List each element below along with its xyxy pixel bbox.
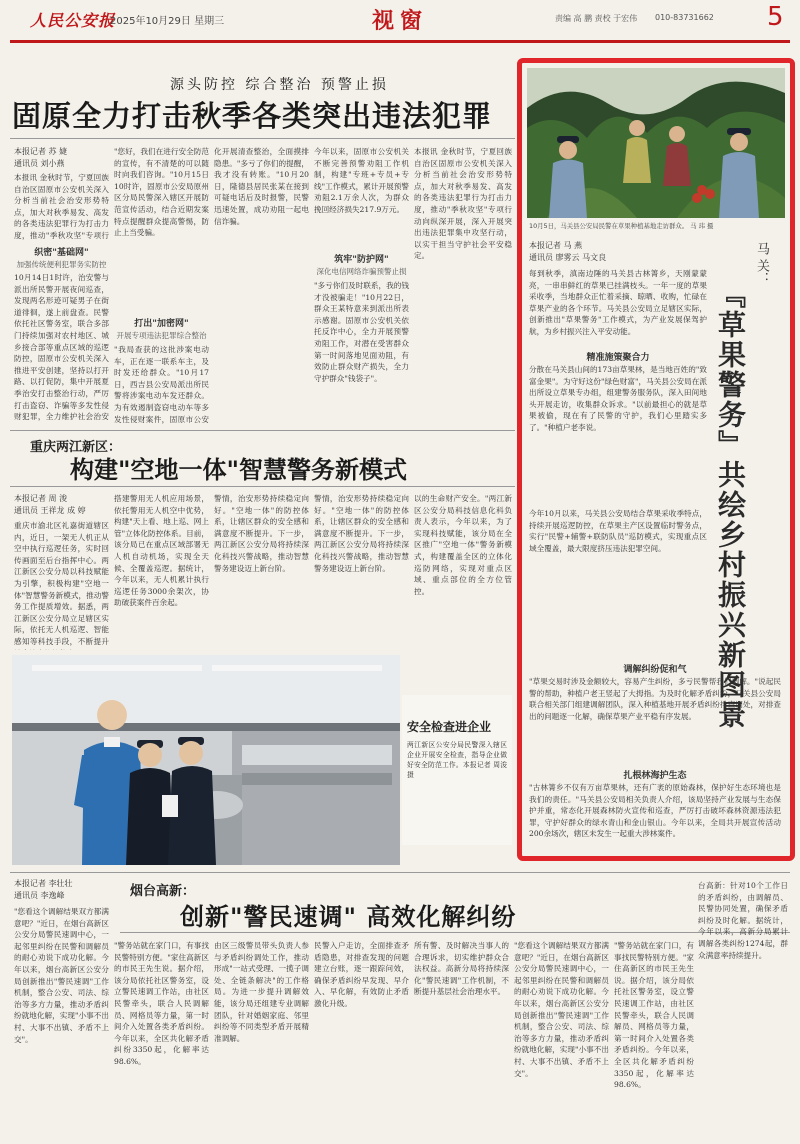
story1-subsub-c: 深化电信网络诈骗预警止损 bbox=[316, 267, 407, 276]
feature-body-e: "古林箐乡不仅有万亩草果林，还有广袤的原始森林，保护好生态环境也是我们的责任。"马关县公安局相关负责人介绍，该局坚持产业发展与生态保护并重，常态化开展森林防火宣传和巡查，严厉打击破坏森林资源违法犯罪，守护好群众的绿水青山和金山银山。今年以来，全局共开展宣传活动200余场次，辖区未发生一起重大涉林案件。 bbox=[529, 783, 781, 839]
story3-body-e: 所有警、及时解决当事人的合理诉求，切实维护群众合法权益。高新分局将持续深化"警民速调"工作机制，不断提升基层社会治理水平。 bbox=[414, 941, 509, 997]
feature-byline: 本报记者 马 燕 通讯员 廖雾云 马文良 bbox=[529, 241, 607, 262]
divider bbox=[10, 138, 515, 139]
story3-region: 烟台高新： bbox=[130, 884, 196, 899]
story3-body-a: "您看这个调解结果双方都满意吧？"近日，在烟台高新区公安分局警民速调中心，一起邻里纠纷在民警和调解员的耐心劝说下成功化解。今年以来，烟台高新区公安分局创新推出"警民速调"工作机制，整合公安、司法、综治等多方力量，推动矛盾纠纷就地化解，实现"小事不出村、大事不出镇、矛盾不上交"。 bbox=[14, 907, 109, 1044]
masthead bbox=[0, 0, 800, 48]
story2-body-c: 警情，治安形势持续稳定向好。"空地一体"的防控体系，让辖区群众的安全感和满意度不断提升。下一步，两江新区公安分局将持续深化科技兴警战略，推动智慧警务建设迈上新台阶。 bbox=[214, 494, 309, 573]
story3-body-f: 台高新：针对10个工作日的矛盾纠纷，由调解员、民警协同处置，确保矛盾纠纷及时化解。据统计，今年以来，高新分局累计调解各类纠纷1274起，群众满意率持续提升。 bbox=[698, 881, 788, 960]
feature-body-d: "草果交易时涉及金额较大，容易产生纠纷，多亏民警帮我们调解。"说起民警的帮助，种植户老王竖起了大拇指。为及时化解矛盾纠纷，马关县公安局联合相关部门组建调解团队，深入种植基地开展矛盾纠纷排查调处，对排查出的问题逐一化解，确保草果产业平稳有序发展。 bbox=[529, 677, 781, 721]
factory-illustration-icon bbox=[12, 655, 400, 865]
enterprise-inspection-photo bbox=[12, 655, 400, 865]
feature-subhead-c: 扎根林海护生态 bbox=[623, 771, 687, 781]
story3-body-e-2: "您看这个调解结果双方都满意吧？"近日，在烟台高新区公安分局警民速调中心，一起邻里纠纷在民警和调解员的耐心劝说下成功化解。今年以来，烟台高新区公安分局创新推出"警民速调"工作机制，整合公安、司法、综治等多方力量，推动矛盾纠纷就地化解，实现"小事不出村、大事不出镇、矛盾不上交"。 bbox=[514, 941, 609, 1078]
feature-photo-grass-fruit-plantation bbox=[527, 68, 785, 218]
story1-subsub-b: 开展专项违法犯罪综合整治 bbox=[116, 331, 207, 340]
story1-body-f: "多亏你们及时联系，我的钱才没被骗走！"10月22日，群众王某特意来到派出所表示感谢。固原市公安机关依托反诈中心，全力开展预警劝阻工作，对潜在受害群众第一时间落地见面劝阻，有效防止群众财产损失，全力守护群众"钱袋子"。 bbox=[314, 281, 409, 383]
story1-subhead-c: 筑牢"防护网" bbox=[334, 255, 389, 265]
story2-body-d: 以的生命财产安全。"两江新区公安分局科技信息化科负责人表示，今年以来，为了实现科技赋能，该分局在全区推广"空地一体"警务新模式，构建覆盖全区的立体化巡防网络，实现对重点区域、重点部位的全方位管控。 bbox=[414, 494, 512, 596]
editor-credits: 责编 高 鹏 责校 于宏伟 bbox=[555, 14, 638, 23]
story1-body-a: 本报讯 金秋时节，宁夏回族自治区固原市公安机关深入分析当前社会治安形势特点，加大对秋季易发、高发的各类违法犯罪行为打击力度，推动"季秋攻坚"专项行 bbox=[14, 173, 109, 240]
feature-subhead-b: 调解纠纷促和气 bbox=[623, 665, 687, 675]
story1-subsub-a: 加强传统便利犯罪务实防控 bbox=[16, 260, 107, 269]
divider bbox=[10, 430, 515, 431]
story2-byline: 本报记者 周 浚 通讯员 王祥龙 成 婷 bbox=[14, 494, 86, 515]
story3-headline: 创新"警民速调" 高效化解纠纷 bbox=[180, 903, 517, 931]
divider bbox=[10, 872, 790, 873]
story3-body-d: 民警入户走访，全面排查矛盾隐患，对排查发现的问题建立台账，逐一跟踪问效，确保矛盾纠纷早发现、早介入、早化解，有效防止矛盾激化升级。 bbox=[314, 941, 409, 1008]
feature-body-b: 分散在马关县山间的173亩草果林，是当地百姓的"致富金果"。为守好这份"绿色财富"，马关县公安局在派出所设立草果专办组，组建警务服务队，深入田间地头开展走访，收集群众诉求。"以前最担心的就是草果被偷，现在有了民警的守护，我们心里踏实多了。"种植户老李说。 bbox=[529, 365, 707, 432]
feature-subhead-a: 精准施策聚合力 bbox=[586, 353, 650, 363]
photo-caption-title: 安全检查进企业 bbox=[407, 720, 492, 734]
feature-body-c: 今年10月以来，马关县公安局结合草果采收季特点，持续开展巡逻防控，在草果主产区设置临时警务点，实行"民警+辅警+联防队员"巡防模式，实现重点区域全覆盖，最大限度挤压违法犯罪空间。 bbox=[529, 509, 707, 553]
story3-body-e-3: "警务站就在家门口，有事找民警特别方便。"家住高新区的市民王先生说。据介绍，该分局依托社区警务室，设立警民速调工作站，由社区民警牵头，联合人民调解员、网格员等力量，第一时间介入处置各类矛盾纠纷。今年以来，全区共化解矛盾纠纷3350起，化解率达98.6%。 bbox=[614, 941, 694, 1090]
header-rule bbox=[10, 40, 790, 43]
section-name: 视窗 bbox=[372, 9, 429, 34]
feature-body-a: 每到秋季，滇南边陲的马关县古林箐乡，天刚蒙蒙亮，一串串鲜红的草果已挂满枝头。一年一度的草果采收季，当地群众正忙着采摘、晾晒、收购，忙碌在草果产业的各个环节。马关县公安局立足辖区实际，创新推出"草果警务"工作模式，为产业发展保驾护航，为乡村振兴注入平安动能。 bbox=[529, 269, 707, 336]
story1-headline: 固原全力打击秋季各类突出违法犯罪 bbox=[12, 99, 493, 133]
story1-byline: 本报记者 苏 婕 通讯员 刘小燕 bbox=[14, 147, 68, 168]
story1-body-f-top: 今年以来，固原市公安机关不断完善预警劝阻工作机制，构建"专班+专员+专线"工作模式，累计开展预警劝阻2.1万余人次，为群众挽回经济损失217.9万元。 bbox=[314, 147, 409, 214]
story1-body-e: 化开展清查整治，全面摸排隐患。"多亏了你们的提醒，我才没有转账。"10月20日，隆德县居民张某在接到可疑电话后及时报警，民警迅速处置，成功劝阻一起电信诈骗。 bbox=[214, 147, 309, 226]
page-number: 5 bbox=[767, 2, 784, 32]
story1-body-d: "我局查获的这批涉案电动车，正在逐一联系车主，及时发还给群众。"10月17日，西吉县公安局派出所民警将涉案电动车发还群众。为有效遏制盗窃电动车等多发性侵财案件，固原市公安 bbox=[114, 345, 209, 424]
story1-kicker: 源头防控 综合整治 预警止损 bbox=[170, 77, 389, 93]
story1-subhead-a: 织密"基础网" bbox=[34, 248, 89, 258]
story2-body-d-1: 警情，治安形势持续稳定向好。"空地一体"的防控体系，让辖区群众的安全感和满意度不断提升。下一步，两江新区公安分局将持续深化科技兴警战略，推动智慧警务建设迈上新台阶。 bbox=[314, 494, 409, 573]
story1-subhead-b: 打出"加密网" bbox=[134, 319, 189, 329]
issue-date: 2025年10月29日 星期三 bbox=[110, 16, 225, 27]
divider bbox=[10, 486, 515, 487]
feature-title: 『草果警务』共绘乡村振兴新图景 bbox=[714, 280, 747, 730]
story1-body-c: "您好，我们在进行安全防范的宣传，有不清楚的可以随时向我们咨询。"10月15日10时许，固原市公安局原州区分局民警深入辖区开展防范宣传活动，结合近期发案特点提醒群众提高警惕，防止上当受骗。 bbox=[114, 147, 209, 238]
plantation-illustration-icon bbox=[527, 68, 785, 218]
feature-kicker: 马 关： bbox=[754, 242, 769, 286]
story2-region: 重庆两江新区： bbox=[30, 440, 122, 455]
story2-headline: 构建"空地一体"智慧警务新模式 bbox=[70, 456, 408, 484]
story1-body-b: 10月14日1时许，治安警与派出所民警开展夜间巡查，发现两名形迹可疑男子在街道徘徊，遂上前盘查。民警依托社区警务室，联合多部门持续加强对农村地区、城乡接合部等重点区域的巡逻防控，固原市公安机关深入推进平安创建，坚持以打开路、以打促防，集中开展夏季治安打击整治行动，严厉打击盗窃、诈骗等多发性侵财犯罪，全力维护社会治安 bbox=[14, 273, 109, 422]
newspaper-logo: 人民公安报 bbox=[30, 11, 116, 30]
story3-body-c: 由区三级警员带头负责人参与矛盾纠纷调处工作，推动形成"一站式受理、一揽子调处、全链条解决"的工作格局。为进一步提升调解效能，该分局还组建专业调解团队，针对婚姻家庭、邻里纠纷等不同类型矛盾开展精准调解。 bbox=[214, 941, 309, 1043]
feature-photo-caption: 10月5日，马关县公安局民警在草果种植基地走访群众。 马 玮 摄 bbox=[529, 222, 714, 230]
story3-byline: 本报记者 李壮壮 通讯员 李逸峰 bbox=[14, 879, 73, 900]
story1-body-g: 本报讯 金秋时节，宁夏回族自治区固原市公安机关深入分析当前社会治安形势特点，加大对秋季易发、高发的各类违法犯罪行为打击力度，推动"季秋攻坚"专项行动向纵深开展，深入开展突出违法犯罪集中攻坚行动，以实干担当守护社会平安稳定。 bbox=[414, 147, 512, 261]
divider bbox=[120, 932, 790, 933]
story3-body-b: "警务站就在家门口，有事找民警特别方便。"家住高新区的市民王先生说。据介绍，该分局依托社区警务室，设立警民速调工作站，由社区民警牵头，联合人民调解员、网格员等力量，第一时间介入处置各类矛盾纠纷。今年以来，全区共化解矛盾纠纷3350起，化解率达98.6%。 bbox=[114, 941, 209, 1066]
contact-phone: 010-83731662 bbox=[655, 13, 714, 22]
story2-body-b: 搭建警用无人机应用场景，依托警用无人机空中优势，构建"天上看、地上巡、网上管"立体化防控体系。目前，该分局已在重点区域部署无人机自动机场，实现全天候、全覆盖巡逻。据统计，今年以来，无人机累计执行巡逻任务3000余架次，协助破获案件百余起。 bbox=[114, 494, 209, 608]
story2-body-a: 重庆市渝北区礼嘉街道辖区内，近日，一架无人机正从空中执行巡逻任务，实时回传画面至后台指挥中心。两江新区公安分局以科技赋能为引擎，积极构建"空地一体"智慧警务新模式，推动警务工作提质增效。据悉，两江新区公安分局立足辖区实际，依托无人机巡逻、智能感知等科技手段，不断提升 bbox=[14, 521, 109, 646]
photo-caption-body: 两江新区公安分局民警深入辖区企业开展安全检查，指导企业做好安全防范工作。本报记者 周浚 摄 bbox=[407, 741, 507, 779]
